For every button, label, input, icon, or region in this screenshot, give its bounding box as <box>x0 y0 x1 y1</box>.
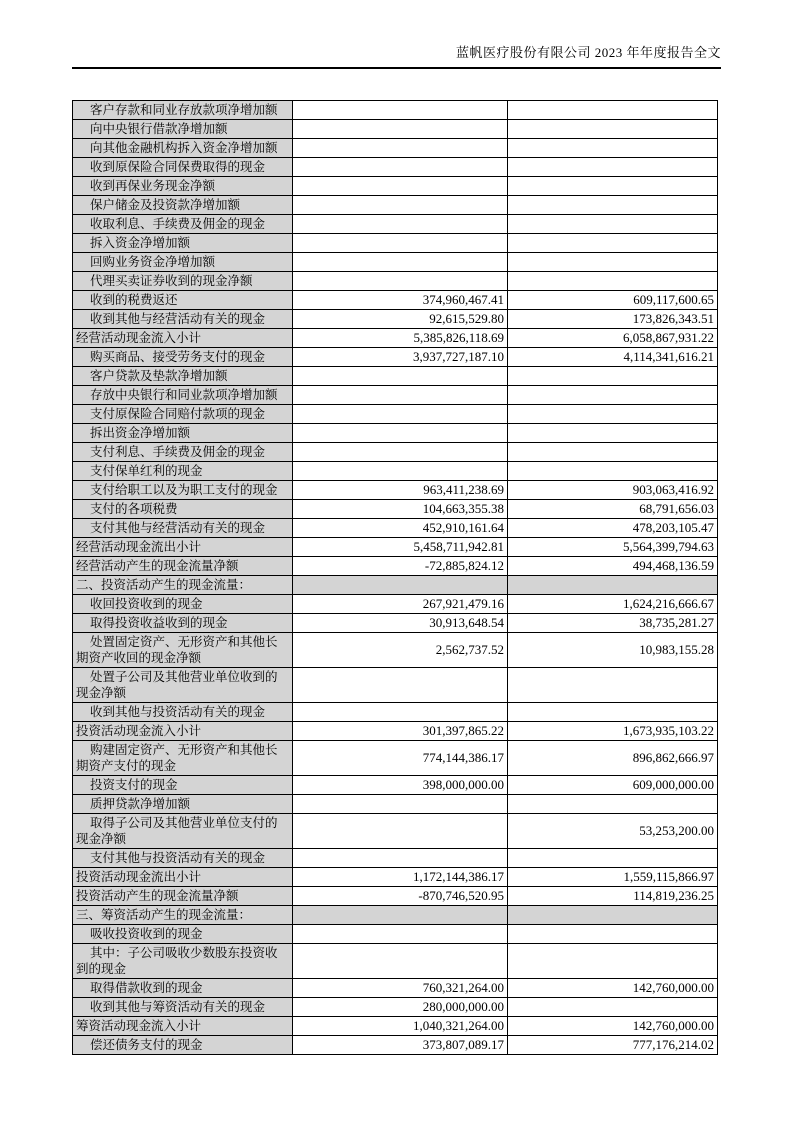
current-period-amount <box>293 906 508 925</box>
prior-period-amount: 1,624,216,666.67 <box>508 595 718 614</box>
current-period-amount <box>293 386 508 405</box>
table-row <box>73 310 718 329</box>
table-row <box>73 158 718 177</box>
prior-period-amount <box>508 795 718 814</box>
table-row <box>73 329 718 348</box>
table-row <box>73 849 718 868</box>
prior-period-amount <box>508 906 718 925</box>
table-row <box>73 443 718 462</box>
current-period-amount: 2,562,737.52 <box>293 633 508 668</box>
row-label: 吸收投资收到的现金 <box>73 925 293 944</box>
current-period-amount: 373,807,089.17 <box>293 1036 508 1055</box>
row-label: 其中：子公司吸收少数股东投资收到的现金 <box>73 944 293 979</box>
current-period-amount: 963,411,238.69 <box>293 481 508 500</box>
current-period-amount: 760,321,264.00 <box>293 979 508 998</box>
page-header-title: 蓝帆医疗股份有限公司 2023 年年度报告全文 <box>72 44 721 69</box>
table-row <box>73 481 718 500</box>
prior-period-amount: 6,058,867,931.22 <box>508 329 718 348</box>
prior-period-amount: 903,063,416.92 <box>508 481 718 500</box>
table-row <box>73 722 718 741</box>
report-page <box>72 0 721 1055</box>
current-period-amount <box>293 234 508 253</box>
current-period-amount: 280,000,000.00 <box>293 998 508 1017</box>
table-row <box>73 272 718 291</box>
cash-flow-table <box>72 100 718 1055</box>
row-label: 取得子公司及其他营业单位支付的现金净额 <box>73 814 293 849</box>
row-label: 支付其他与经营活动有关的现金 <box>73 519 293 538</box>
current-period-amount: 5,385,826,118.69 <box>293 329 508 348</box>
current-period-amount: 92,615,529.80 <box>293 310 508 329</box>
current-period-amount <box>293 253 508 272</box>
row-label: 客户贷款及垫款净增加额 <box>73 367 293 386</box>
row-label: 支付利息、手续费及佣金的现金 <box>73 443 293 462</box>
prior-period-amount: 1,559,115,866.97 <box>508 868 718 887</box>
prior-period-amount <box>508 139 718 158</box>
prior-period-amount: 1,673,935,103.22 <box>508 722 718 741</box>
table-row <box>73 291 718 310</box>
row-label: 取得借款收到的现金 <box>73 979 293 998</box>
prior-period-amount <box>508 849 718 868</box>
current-period-amount <box>293 405 508 424</box>
row-label: 收取利息、手续费及佣金的现金 <box>73 215 293 234</box>
row-label: 支付原保险合同赔付款项的现金 <box>73 405 293 424</box>
prior-period-amount: 896,862,666.97 <box>508 741 718 776</box>
prior-period-amount: 494,468,136.59 <box>508 557 718 576</box>
current-period-amount: 374,960,467.41 <box>293 291 508 310</box>
current-period-amount: 3,937,727,187.10 <box>293 348 508 367</box>
current-period-amount: 5,458,711,942.81 <box>293 538 508 557</box>
prior-period-amount <box>508 703 718 722</box>
current-period-amount <box>293 424 508 443</box>
row-label: 收到其他与筹资活动有关的现金 <box>73 998 293 1017</box>
row-label: 偿还债务支付的现金 <box>73 1036 293 1055</box>
table-row <box>73 703 718 722</box>
table-row <box>73 234 718 253</box>
current-period-amount: -72,885,824.12 <box>293 557 508 576</box>
prior-period-amount <box>508 576 718 595</box>
row-label: 支付保单红利的现金 <box>73 462 293 481</box>
row-label: 收到其他与经营活动有关的现金 <box>73 310 293 329</box>
prior-period-amount <box>508 367 718 386</box>
row-label: 拆出资金净增加额 <box>73 424 293 443</box>
table-row <box>73 196 718 215</box>
prior-period-amount: 142,760,000.00 <box>508 1017 718 1036</box>
table-row <box>73 424 718 443</box>
prior-period-amount <box>508 443 718 462</box>
row-label: 经营活动现金流出小计 <box>73 538 293 557</box>
prior-period-amount: 478,203,105.47 <box>508 519 718 538</box>
current-period-amount: 104,663,355.38 <box>293 500 508 519</box>
table-row <box>73 741 718 776</box>
row-label: 收到的税费返还 <box>73 291 293 310</box>
table-row <box>73 139 718 158</box>
prior-period-amount <box>508 386 718 405</box>
table-row <box>73 795 718 814</box>
table-row <box>73 906 718 925</box>
current-period-amount <box>293 272 508 291</box>
current-period-amount <box>293 215 508 234</box>
table-row <box>73 177 718 196</box>
table-row <box>73 519 718 538</box>
current-period-amount <box>293 120 508 139</box>
prior-period-amount: 173,826,343.51 <box>508 310 718 329</box>
row-label: 取得投资收益收到的现金 <box>73 614 293 633</box>
prior-period-amount: 609,000,000.00 <box>508 776 718 795</box>
current-period-amount: 267,921,479.16 <box>293 595 508 614</box>
current-period-amount: 398,000,000.00 <box>293 776 508 795</box>
table-row <box>73 998 718 1017</box>
prior-period-amount <box>508 196 718 215</box>
prior-period-amount: 142,760,000.00 <box>508 979 718 998</box>
table-row <box>73 614 718 633</box>
row-label: 投资活动产生的现金流量净额 <box>73 887 293 906</box>
current-period-amount <box>293 703 508 722</box>
current-period-amount <box>293 462 508 481</box>
table-row <box>73 253 718 272</box>
prior-period-amount <box>508 405 718 424</box>
prior-period-amount <box>508 462 718 481</box>
prior-period-amount <box>508 424 718 443</box>
prior-period-amount <box>508 120 718 139</box>
prior-period-amount <box>508 998 718 1017</box>
row-label: 客户存款和同业存放款项净增加额 <box>73 101 293 120</box>
row-label: 拆入资金净增加额 <box>73 234 293 253</box>
prior-period-amount: 609,117,600.65 <box>508 291 718 310</box>
table-row <box>73 462 718 481</box>
current-period-amount <box>293 139 508 158</box>
current-period-amount: -870,746,520.95 <box>293 887 508 906</box>
table-row <box>73 887 718 906</box>
table-row <box>73 500 718 519</box>
row-label: 处置固定资产、无形资产和其他长期资产收回的现金净额 <box>73 633 293 668</box>
table-row <box>73 386 718 405</box>
table-row <box>73 367 718 386</box>
current-period-amount <box>293 158 508 177</box>
prior-period-amount: 4,114,341,616.21 <box>508 348 718 367</box>
prior-period-amount <box>508 272 718 291</box>
prior-period-amount <box>508 234 718 253</box>
table-row <box>73 1036 718 1055</box>
row-label: 经营活动现金流入小计 <box>73 329 293 348</box>
current-period-amount <box>293 367 508 386</box>
row-label: 投资活动现金流入小计 <box>73 722 293 741</box>
row-label: 处置子公司及其他营业单位收到的现金净额 <box>73 668 293 703</box>
row-label: 筹资活动现金流入小计 <box>73 1017 293 1036</box>
current-period-amount: 1,040,321,264.00 <box>293 1017 508 1036</box>
current-period-amount <box>293 668 508 703</box>
table-row <box>73 348 718 367</box>
table-row <box>73 868 718 887</box>
current-period-amount <box>293 944 508 979</box>
table-row <box>73 776 718 795</box>
row-label: 购建固定资产、无形资产和其他长期资产支付的现金 <box>73 741 293 776</box>
row-label: 收回投资收到的现金 <box>73 595 293 614</box>
prior-period-amount <box>508 253 718 272</box>
row-label: 投资活动现金流出小计 <box>73 868 293 887</box>
current-period-amount <box>293 925 508 944</box>
row-label: 收到原保险合同保费取得的现金 <box>73 158 293 177</box>
prior-period-amount: 38,735,281.27 <box>508 614 718 633</box>
table-row <box>73 944 718 979</box>
table-row <box>73 668 718 703</box>
prior-period-amount: 53,253,200.00 <box>508 814 718 849</box>
current-period-amount: 452,910,161.64 <box>293 519 508 538</box>
row-label: 支付给职工以及为职工支付的现金 <box>73 481 293 500</box>
prior-period-amount <box>508 215 718 234</box>
table-row <box>73 215 718 234</box>
row-label: 收到其他与投资活动有关的现金 <box>73 703 293 722</box>
table-row <box>73 595 718 614</box>
current-period-amount <box>293 443 508 462</box>
prior-period-amount: 68,791,656.03 <box>508 500 718 519</box>
prior-period-amount <box>508 944 718 979</box>
row-label: 质押贷款净增加额 <box>73 795 293 814</box>
table-row <box>73 576 718 595</box>
current-period-amount <box>293 177 508 196</box>
row-label: 向其他金融机构拆入资金净增加额 <box>73 139 293 158</box>
row-label: 三、筹资活动产生的现金流量： <box>73 906 293 925</box>
table-row <box>73 1017 718 1036</box>
current-period-amount: 301,397,865.22 <box>293 722 508 741</box>
current-period-amount: 30,913,648.54 <box>293 614 508 633</box>
current-period-amount <box>293 101 508 120</box>
current-period-amount <box>293 849 508 868</box>
prior-period-amount: 10,983,155.28 <box>508 633 718 668</box>
current-period-amount <box>293 795 508 814</box>
table-row <box>73 557 718 576</box>
cash-flow-table-body <box>73 101 718 1055</box>
table-row <box>73 633 718 668</box>
row-label: 支付其他与投资活动有关的现金 <box>73 849 293 868</box>
current-period-amount <box>293 196 508 215</box>
table-row <box>73 979 718 998</box>
table-row <box>73 925 718 944</box>
row-label: 向中央银行借款净增加额 <box>73 120 293 139</box>
table-row <box>73 120 718 139</box>
row-label: 二、投资活动产生的现金流量： <box>73 576 293 595</box>
row-label: 存放中央银行和同业款项净增加额 <box>73 386 293 405</box>
row-label: 投资支付的现金 <box>73 776 293 795</box>
row-label: 购买商品、接受劳务支付的现金 <box>73 348 293 367</box>
prior-period-amount: 777,176,214.02 <box>508 1036 718 1055</box>
current-period-amount <box>293 576 508 595</box>
row-label: 经营活动产生的现金流量净额 <box>73 557 293 576</box>
row-label: 保户储金及投资款净增加额 <box>73 196 293 215</box>
table-row <box>73 538 718 557</box>
table-row <box>73 814 718 849</box>
prior-period-amount <box>508 177 718 196</box>
prior-period-amount <box>508 668 718 703</box>
current-period-amount <box>293 814 508 849</box>
prior-period-amount: 114,819,236.25 <box>508 887 718 906</box>
row-label: 支付的各项税费 <box>73 500 293 519</box>
current-period-amount: 1,172,144,386.17 <box>293 868 508 887</box>
prior-period-amount <box>508 925 718 944</box>
row-label: 收到再保业务现金净额 <box>73 177 293 196</box>
table-row <box>73 405 718 424</box>
prior-period-amount: 5,564,399,794.63 <box>508 538 718 557</box>
row-label: 回购业务资金净增加额 <box>73 253 293 272</box>
prior-period-amount <box>508 158 718 177</box>
prior-period-amount <box>508 101 718 120</box>
row-label: 代理买卖证券收到的现金净额 <box>73 272 293 291</box>
table-row <box>73 101 718 120</box>
current-period-amount: 774,144,386.17 <box>293 741 508 776</box>
